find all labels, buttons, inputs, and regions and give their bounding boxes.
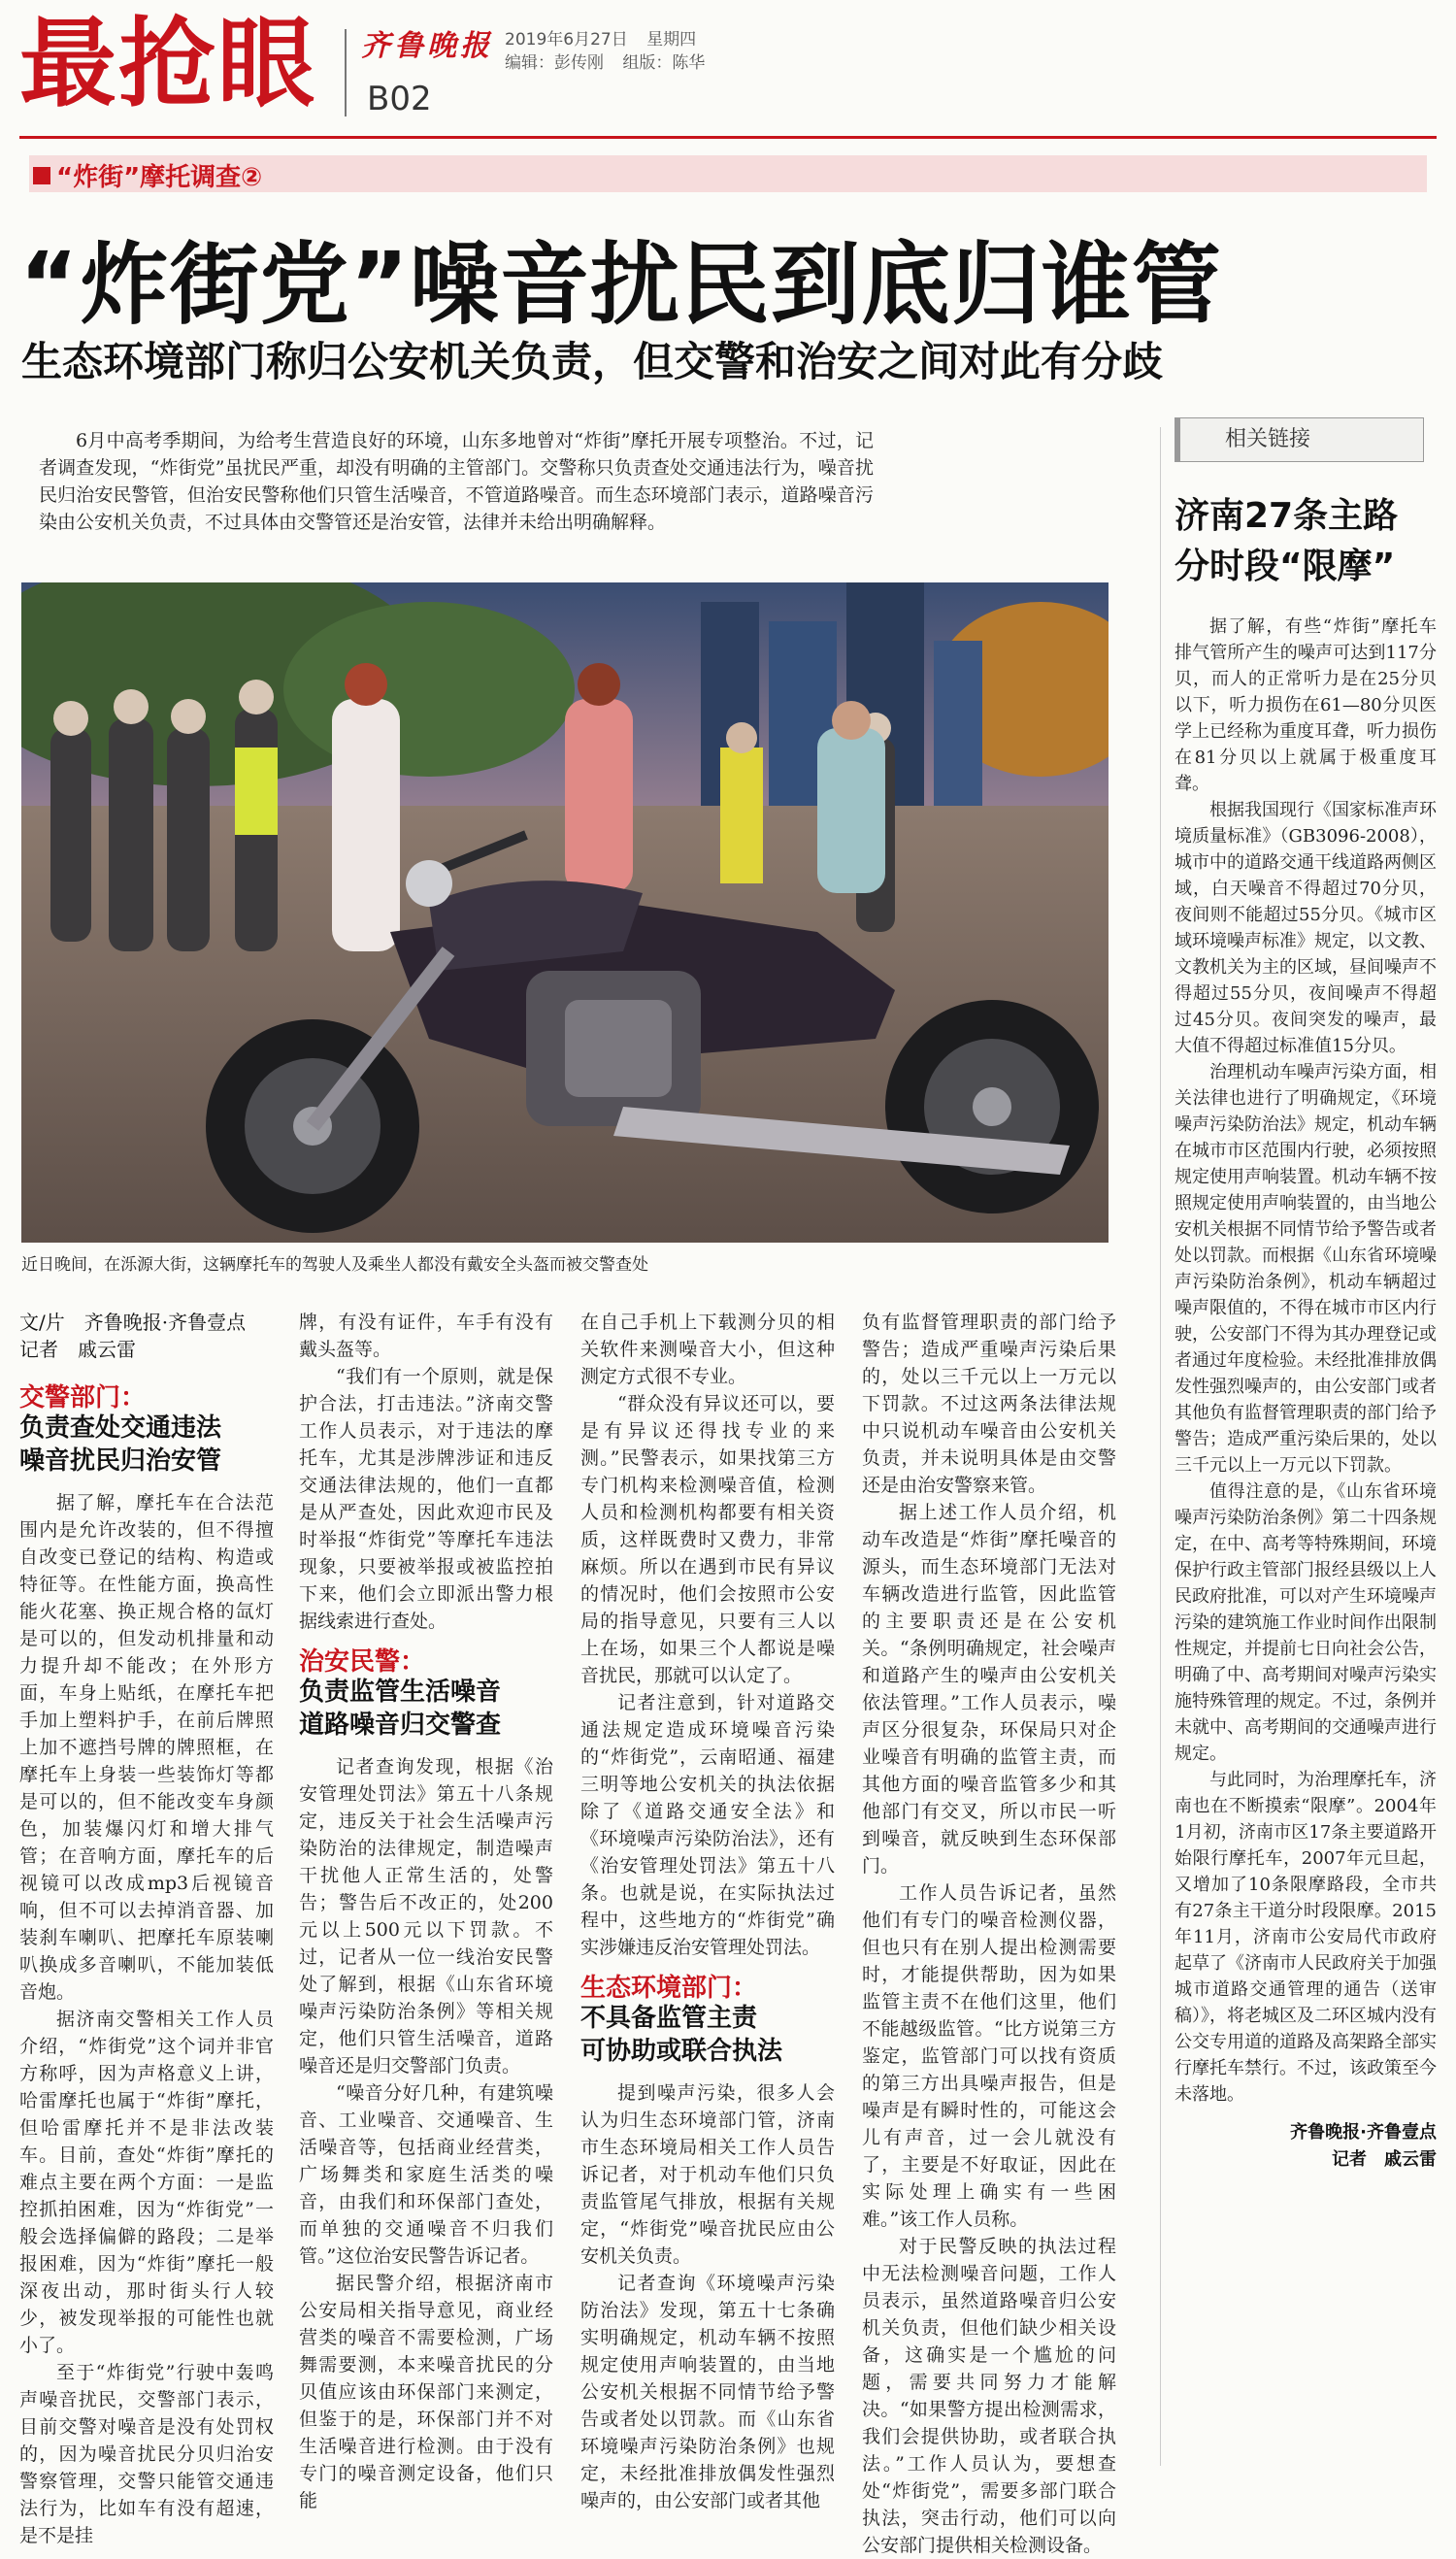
news-photo xyxy=(21,582,1109,1243)
sidebar-divider xyxy=(1160,427,1161,2466)
paragraph: 据济南交警相关工作人员介绍，“炸街党”这个词并非官方称呼，因为声格意义上讲，哈雷摩托也属于“炸街”摩托，但哈雷摩托并不是非法改装车。目前，查处“炸街”摩托的难点主要在两个方面：一是监控抓拍困难，因为“炸街党”一般会选择偏僻的路段；二是举报困难，因为“炸街”摩托一般深夜出动，那时街头行人较少，被发现举报的可能性也就小了。 xyxy=(19,2009,274,2356)
paragraph: 记者查询《环境噪声污染防治法》发现，第五十七条确实明确规定，机动车辆不按照规定使用声响装置的，由当地公安机关根据不同情节给予警告或者处以罚款。而《山东省环境噪声污染防治条例》也规定，未经批准排放偶发性强烈噪声的，由公安部门或者其他 xyxy=(580,2273,835,2511)
issue-weekday: 星期四 xyxy=(646,30,697,50)
article-column-2 xyxy=(299,1309,553,2514)
paragraph: “我们有一个原则，就是保护合法，打击违法。”济南交警工作人员表示，对于违法的摩托车，尤其是涉牌涉证和违反交通法律法规的，他们一直都是从严查处，因此欢迎市民及时举报“炸街党”等摩托车违法现象，只要被举报或被监控拍下来，他们会立即派出警力根据线索进行查处。 xyxy=(299,1366,553,1632)
subhead-eco-line1: 不具备监管主责 xyxy=(580,2004,758,2033)
subhead-eco xyxy=(580,1975,835,2068)
paragraph: 据上述工作人员介绍，机动车改造是“炸街”摩托噪音的源头，而生态环境部门无法对车辆改造进行监管，因此监管的主要职责还是在公安机关。“条例明确规定，社会噪声和道路产生的噪声由公安机关依法管理。”工作人员表示，噪声区分很复杂，环保局只对企业噪音有明确的监管主责，而其他方面的噪音监管多少和其他部门有交叉，所以市民一听到噪音，就反映到生态环保部门。 xyxy=(862,1502,1116,1877)
paragraph: 对于民警反映的执法过程中无法检测噪音问题，工作人员表示，虽然道路噪音归公安机关负责，但他们缺少相关设备，这确实是一个尴尬的问题，需要共同努力才能解决。“如果警方提出检测需求，我们会提供协助，或者联合执法。”工作人员认为，要想查处“炸街党”，需要多部门联合执法，突击行动，他们可以向公安部门提供相关检测设备。 xyxy=(862,2236,1116,2556)
photo-caption: 近日晚间，在泺源大街，这辆摩托车的驾驶人及乘坐人都没有戴安全头盔而被交警查处 xyxy=(21,1255,648,1275)
page-number: B02 xyxy=(367,80,432,118)
paragraph: 与此同时，为治理摩托车，济南也在不断摸索“限摩”。2004年1月初，济南市区17条主要道路开始限行摩托车，2007年元旦起，又增加了10条限摩路段，全市共有27条主干道分时段限摩。2015年11月，济南市公安局代市政府起草了《济南市人民政府关于加强城市道路交通管理的通告（送审稿）》，将老城区及二环区城内没有公交专用道的道路及高架路全部实行摩托车禁行。不过，该政策至今未落地。 xyxy=(1175,1770,1437,2105)
sidebar-body xyxy=(1175,614,1437,2108)
lead-paragraph xyxy=(39,427,874,536)
dateline xyxy=(505,25,710,50)
subhead-eco-line2: 可协助或联合执法 xyxy=(580,2037,783,2066)
issue-date: 2019年6月27日 xyxy=(505,30,628,50)
byline-reporter: 记者 戚云雷 xyxy=(19,1338,136,1361)
paragraph: 负有监督管理职责的部门给予警告；造成严重噪声污染后果的，处以三千元以上一万元以下罚款。不过这两条法律法规中只说机动车噪音由公安机关负责，并未说明具体是由交警还是由治安警察来管。 xyxy=(862,1312,1116,1496)
sidebar-sig-reporter: 记者 戚云雷 xyxy=(1332,2149,1437,2170)
paragraph: 据了解，有些“炸街”摩托车排气管所产生的噪声可达到117分贝，而人的正常听力是在25分贝以下，听力损伤在61—80分贝医学上已经称为重度耳聋，听力损伤在81分贝以上就属于极重度耳聋。 xyxy=(1175,616,1437,794)
byline-photo-text: 文/片 齐鲁晚报·齐鲁壹点 xyxy=(19,1311,247,1334)
paragraph: 值得注意的是，《山东省环境噪声污染防治条例》第二十四条规定，在中、高考等特殊期间，环境保护行政主管部门报经县级以上人民政府批准，可以对产生环境噪声污染的建筑施工作业时间作出限制性规定，并提前七日向社会公告，明确了中、高考期间对噪声污染实施特殊管理的规定。不过，条例并未就中、高考期间的交通噪声进行规定。 xyxy=(1175,1481,1437,1764)
section-name: 最抢眼 xyxy=(19,7,316,120)
headline: “炸街党”噪音扰民到底归谁管 xyxy=(19,233,1222,337)
byline xyxy=(19,1309,274,1363)
related-link-label: 相关链接 xyxy=(1225,427,1311,451)
paragraph: 在自己手机上下载测分贝的相关软件来测噪音大小，但这种测定方式很不专业。 xyxy=(580,1312,835,1387)
subhead-security-line1: 负责监管生活噪音 xyxy=(299,1678,502,1707)
related-link-box xyxy=(1175,417,1424,462)
paragraph: 至于“炸街党”行驶中轰鸣声噪音扰民，交警部门表示，目前交警对噪音是没有处罚权的，因为噪音扰民分贝归治安警察管理，交警只能管交通违法行为，比如车有没有超速，是不是挂 xyxy=(19,2362,274,2546)
subhead-traffic xyxy=(19,1384,274,1478)
subhead-security-kicker: 治安民警： xyxy=(299,1647,426,1677)
paragraph: 根据我国现行《国家标准声环境质量标准》（GB3096-2008），城市中的道路交通干线道路两侧区域，白天噪音不得超过70分贝，夜间则不能超过55分贝。《城市区域环境噪声标准》规定，以文教、文教机关为主的区域，昼间噪声不得超过55分贝，夜间噪声不得超过45分贝。夜间突发的噪声，最大值不得超过标准值15分贝。 xyxy=(1175,800,1437,1056)
article-column-3 xyxy=(580,1309,835,2514)
sidebar-sig-org: 齐鲁晚报·齐鲁壹点 xyxy=(1290,2122,1437,2143)
paragraph: 提到噪声污染，很多人会认为归生态环境部门管，济南市生态环境局相关工作人员告诉记者，对于机动车他们只负责监管尾气排放，根据有关规定，“炸街党”噪音扰民应由公安机关负责。 xyxy=(580,2082,835,2267)
paragraph: 治理机动车噪声污染方面，相关法律也进行了明确规定，《环境噪声污染防治法》规定，机动车辆在城市市区范围内行驶，必须按照规定使用声响装置。机动车辆不按照规定使用声响装置的，由当地公安机关根据不同情节给予警告或者处以罚款。而根据《山东省环境噪声污染防治条例》，机动车辆超过噪声限值的，不得在城市市区内行驶，公安部门不得为其办理登记或者通过年度检验。未经批准排放偶发性强烈噪声的，由公安部门或者其他负有监督管理职责的部门给予警告；造成严重污染后果的，处以三千元以上一万元以下罚款。 xyxy=(1175,1062,1437,1476)
article-column-1 xyxy=(19,1309,274,2549)
editor-name: 编辑：彭传刚 xyxy=(505,53,604,73)
paragraph: 记者注意到，针对道路交通法规定造成环境噪音污染的“炸街党”，云南昭通、福建三明等地公安机关的执法依据除了《道路交通安全法》和《环境噪声污染防治法》，还有《治安管理处罚法》第五十八条。也就是说，在实际执法过程中，这些地方的“炸街党”确实涉嫌违反治安管理处罚法。 xyxy=(580,1692,835,1958)
sidebar-title xyxy=(1175,491,1437,592)
series-kicker: “炸街”摩托调查② xyxy=(56,163,263,192)
subhead-security-line2: 道路噪音归交警查 xyxy=(299,1711,502,1740)
paragraph: 据民警介绍，根据济南市公安局相关指导意见，商业经营类的噪音不需要检测，广场舞需要测，本来噪音扰民的分贝值应该由环保部门来测定，但鉴于的是，环保部门并不对生活噪音进行检测。由于没有专门的噪音测定设备，他们只能 xyxy=(299,2273,553,2511)
subhead-eco-kicker: 生态环境部门： xyxy=(580,1974,758,2003)
subhead-security xyxy=(299,1648,553,1742)
motorcycle-photo-illustration xyxy=(21,582,1109,1243)
masthead-rule xyxy=(19,136,1437,139)
subheadline: 生态环境部门称归公安机关负责，但交警和治安之间对此有分歧 xyxy=(21,338,1164,385)
subhead-traffic-line1: 负责查处交通违法 xyxy=(19,1413,222,1443)
paper-logo: 齐鲁晚报 xyxy=(361,29,493,63)
paragraph: “噪音分好几种，有建筑噪音、工业噪音、交通噪音、生活噪音等，包括商业经营类，广场舞类和家庭生活类的噪音，由我们和环保部门查处，而单独的交通噪音不归我们管。”这位治安民警告诉记者。 xyxy=(299,2082,553,2267)
article-column-4 xyxy=(862,1309,1116,2559)
layout-editor-name: 组版：陈华 xyxy=(622,53,706,73)
masthead-divider xyxy=(345,29,347,116)
subhead-traffic-line2: 噪音扰民归治安管 xyxy=(19,1446,222,1476)
related-link-sidebar xyxy=(1175,417,1437,2174)
kicker-square-icon xyxy=(33,167,50,184)
editor-credits xyxy=(505,49,718,73)
sidebar-signature xyxy=(1175,2119,1437,2174)
paragraph: 工作人员告诉记者，虽然他们有专门的噪音检测仪器，但也只有在别人提出检测需要时，才能提供帮助，因为如果监管主责不在他们这里，他们不能越级监管。“比方说第三方鉴定，监管部门可以找有资质的第三方出具噪声报告，但是噪声是有瞬时性的，可能这会儿有声音，过一会儿就没有了，主要是不好取证，因此在实际处理上确实有一些困难。”该工作人员称。 xyxy=(862,1882,1116,2230)
paragraph: 据了解，摩托车在合法范围内是允许改装的，但不得擅自改变已登记的结构、构造或特征等。在性能方面，换高性能火花塞、换正规合格的氙灯是可以的，但发动机排量和动力提升却不能改；在外形方面，车身上贴纸，在摩托车把手加上塑料护手，在前后牌照上加不遮挡号牌的牌照框，在摩托车上身装一些装饰灯等都是可以的，但不能改变车身颜色，加装爆闪灯和增大排气管；在音响方面，摩托车的后视镜可以改成mp3后视镜音响，但不可以去掉消音器、加装刹车喇叭、把摩托车原装喇叭换成多音喇叭，不能加装低音炮。 xyxy=(19,1492,274,2003)
sidebar-title-line2: 分时段“限摩” xyxy=(1175,547,1396,586)
subhead-traffic-kicker: 交警部门： xyxy=(19,1383,147,1412)
sidebar-title-line1: 济南27条主路 xyxy=(1175,496,1399,536)
paragraph: 记者查询发现，根据《治安管理处罚法》第五十八条规定，违反关于社会生活噪声污染防治的法律规定，制造噪声干扰他人正常生活的，处警告；警告后不改正的，处200元以上500元以下罚款。不过，记者从一位一线治安民警处了解到，根据《山东省环境噪声污染防治条例》等相关规定，他们只管生活噪音，道路噪音还是归交警部门负责。 xyxy=(299,1756,553,2077)
lead-text: 6月中高考季期间，为给考生营造良好的环境，山东多地曾对“炸街”摩托开展专项整治。不过，记者调查发现，“炸街党”虽扰民严重，却没有明确的主管部门。交警称只负责查处交通违法行为，噪音扰民归治安民警管，但治安民警称他们只管生活噪音，不管道路噪音。而生态环境部门表示，道路噪音污染由公安机关负责，不过具体由交警管还是治安管，法律并未给出明确解释。 xyxy=(39,430,874,533)
paragraph: “群众没有异议还可以，要是有异议还得找专业的来测。”民警表示，如果找第三方专门机构来检测噪音值，检测人员和检测机构都要有相关资质，这样既费时又费力，非常麻烦。所以在遇到市民有异议的情况时，他们会按照市公安局的指导意见，只要有三人以上在场，如果三个人都说是噪音扰民，那就可以认定了。 xyxy=(580,1393,835,1686)
paragraph: 牌，有没有证件，车手有没有戴头盔等。 xyxy=(299,1312,553,1360)
